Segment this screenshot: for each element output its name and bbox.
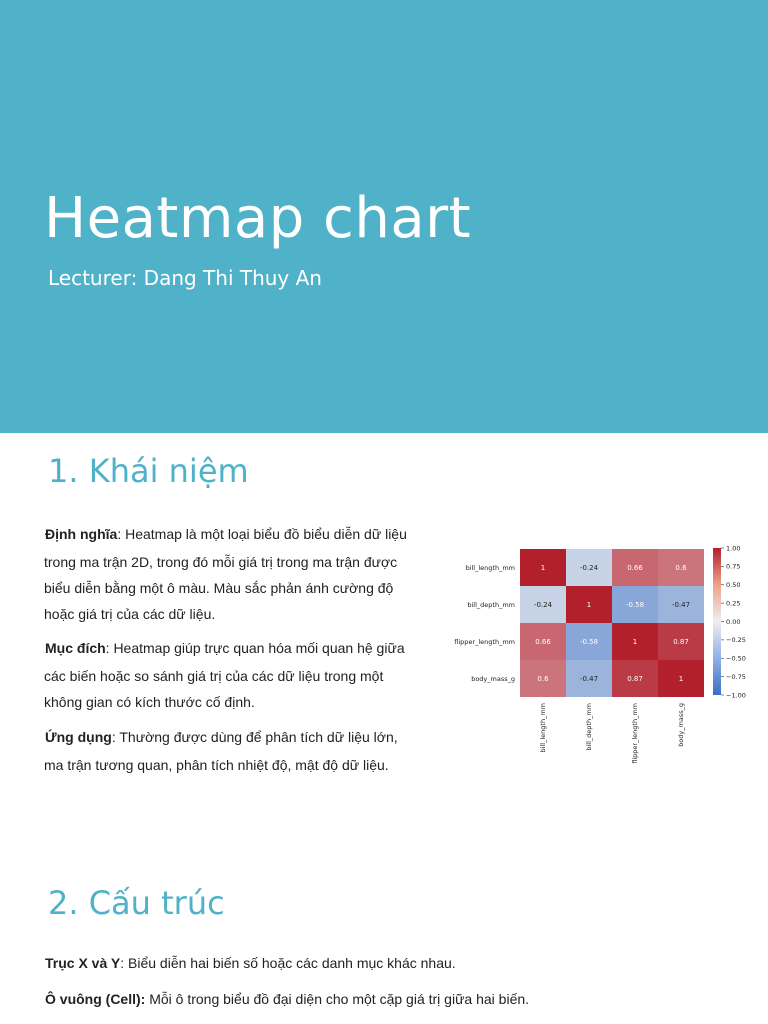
colorbar-tick-label: −0.50 [726,654,746,663]
column-label: bill_depth_mm [585,703,593,751]
page-title: Heatmap chart [44,186,472,251]
purpose-term: Mục đích [45,640,106,656]
cell-term: Ô vuông (Cell): [45,991,146,1007]
title-banner [0,0,768,433]
cell-value-label: -0.24 [533,601,553,609]
column-label: body_mass_g [677,703,685,747]
colorbar-tick-label: 0.50 [726,581,741,590]
lecturer-subtitle: Lecturer: Dang Thi Thuy An [48,266,322,290]
cell-value-label: -0.47 [671,601,691,609]
definition-paragraph [44,521,414,627]
column-label: flipper_length_mm [631,703,639,764]
correlation-heatmap [440,538,750,778]
definition-text: : Heatmap là một loại biểu đồ biểu diễn dữ liệu trong ma trận 2D, trong đó mỗi giá trị trong ma trận được biểu diễn bằng một ô màu. Màu sắc phản ánh cường độ hoặc giá trị của các dữ liệu. [44,526,407,622]
cell-text: Mỗi ô trong biểu đồ đại diện cho một cặp giá trị giữa hai biến. [145,991,530,1007]
axis-text: : Biểu diễn hai biến số hoặc các danh mục khác nhau. [120,955,456,971]
application-term: Ứng dụng [45,729,112,745]
column-label: bill_length_mm [539,703,547,753]
definition-term: Định nghĩa [45,526,118,542]
colorbar-tick-label: 0.00 [726,617,741,626]
colorbar [713,548,721,695]
cell-value-label: 0.6 [675,564,687,572]
section-heading-concept: 1. Khái niệm [48,452,249,490]
axis-term: Trục X và Y [45,955,121,971]
cell-value-label: 1 [586,601,592,609]
colorbar-tick-label: 0.25 [726,599,741,608]
colorbar-tick-label: 1.00 [726,544,741,553]
cell-value-label: 0.87 [627,675,643,683]
row-label: body_mass_g [471,675,515,683]
cell-value-label: 0.66 [535,638,551,646]
cell-value-label: -0.58 [579,638,599,646]
row-label: bill_depth_mm [467,601,515,609]
purpose-text: : Heatmap giúp trực quan hóa mối quan hệ giữa các biến hoặc so sánh giá trị của các dữ liệu trong một không gian có kích thước cố định. [44,640,405,710]
row-label: flipper_length_mm [454,638,515,646]
colorbar-tick-label: −0.75 [726,672,746,681]
cell-value-label: -0.58 [625,601,645,609]
cell-value-label: 1 [540,564,546,572]
cell-value-label: 1 [678,675,684,683]
colorbar-tick-label: −1.00 [726,691,746,700]
application-paragraph [44,724,414,778]
cell-value-label: -0.47 [579,675,599,683]
row-label: bill_length_mm [465,564,515,572]
colorbar-tick-label: 0.75 [726,562,741,571]
cell-item [44,991,529,1007]
section-heading-structure: 2. Cấu trúc [48,884,225,922]
cell-value-label: 0.6 [537,675,549,683]
axis-item [44,955,456,971]
colorbar-tick-label: −0.25 [726,636,746,645]
application-text: : Thường được dùng để phân tích dữ liệu lớn, ma trận tương quan, phân tích nhiệt độ, mật độ dữ liệu. [44,729,398,773]
cell-value-label: 0.66 [627,564,643,572]
purpose-paragraph [44,635,414,715]
cell-value-label: 0.87 [673,638,689,646]
cell-value-label: 1 [632,638,638,646]
cell-value-label: -0.24 [579,564,599,572]
